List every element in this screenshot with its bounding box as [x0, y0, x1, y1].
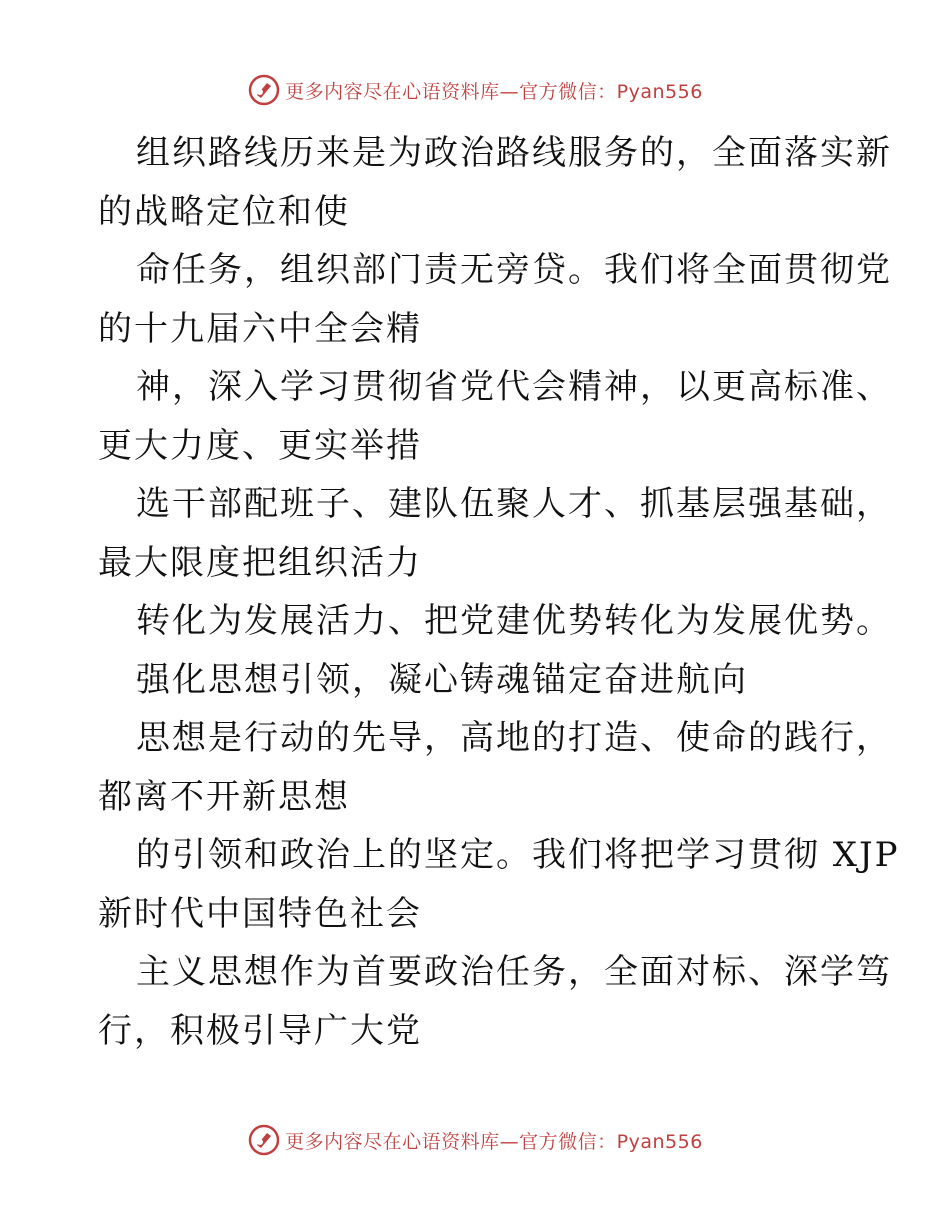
text-line: 主义思想作为首要政治任务，全面对标、深学笃	[136, 952, 892, 992]
text-line: 命任务，组织部门责无旁贷。我们将全面贯彻党	[136, 250, 892, 290]
text-line: 思想是行动的先导，高地的打造、使命的践行，	[136, 718, 892, 758]
text-line: 选干部配班子、建队伍聚人才、抓基层强基础，	[136, 484, 892, 524]
header-banner	[0, 70, 950, 110]
document-body	[98, 124, 900, 1060]
text-line: 组织路线历来是为政治路线服务的，全面落实新	[136, 133, 892, 173]
text-line: 的战略定位和使	[98, 191, 350, 232]
brand-logo-icon	[247, 1123, 281, 1157]
text-line: 的十九届六中全会精	[98, 308, 422, 349]
text-line: 行，积极引导广大党	[98, 1010, 422, 1051]
header-banner-text: 更多内容尽在心语资料库—官方微信：Pyan556	[285, 80, 703, 103]
text-line: 转化为发展活力、把党建优势转化为发展优势。	[136, 601, 892, 641]
footer-banner-text: 更多内容尽在心语资料库—官方微信：Pyan556	[285, 1130, 703, 1153]
text-line: 神，深入学习贯彻省党代会精神，以更高标准、	[136, 367, 892, 407]
text-line: 最大限度把组织活力	[98, 542, 422, 583]
text-line: 都离不开新思想	[98, 776, 350, 817]
text-line: 强化思想引领，凝心铸魂锚定奋进航向	[136, 659, 748, 700]
brand-logo-icon	[247, 73, 281, 107]
text-line: 更大力度、更实举措	[98, 425, 422, 466]
text-line: 的引领和政治上的坚定。我们将把学习贯彻 XJP	[136, 835, 900, 875]
text-line: 新时代中国特色社会	[98, 893, 422, 934]
footer-banner	[0, 1120, 950, 1160]
